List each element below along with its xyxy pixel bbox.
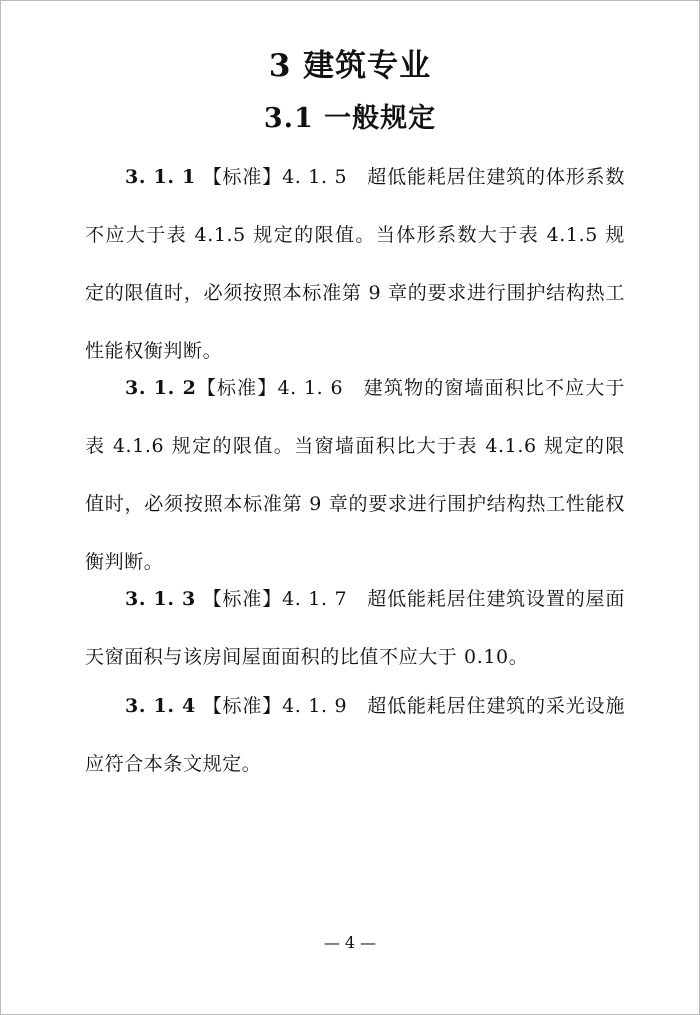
section-title: 3.1 一般规定 [263, 103, 437, 134]
clause-3-1-4 [85, 677, 625, 793]
clause-3-1-3 [85, 570, 625, 686]
clause-number: 3. 1. 2 [125, 377, 197, 399]
clause-text: 【标准】4. 1. 6 建筑物的窗墙面积比不应大于表 4.1.6 规定的限值。当窗墙面积比大于表 4.1.6 规定的限值时，必须按照本标准第 9 章的要求进行围护结构热工性能权衡判断。 [85, 377, 625, 573]
clause-number: 3. 1. 3 [125, 588, 196, 610]
clause-number: 3. 1. 4 [125, 695, 196, 717]
chapter-title: 3 建筑专业 [268, 48, 432, 84]
clause-text: 【标准】4. 1. 9 超低能耗居住建筑的采光设施应符合本条文规定。 [85, 695, 625, 775]
clause-3-1-1 [85, 148, 625, 380]
clause-number: 3. 1. 1 [125, 166, 196, 188]
clause-3-1-2 [85, 359, 625, 591]
clause-text: 【标准】4. 1. 5 超低能耗居住建筑的体形系数不应大于表 4.1.5 规定的限值。当体形系数大于表 4.1.5 规定的限值时，必须按照本标准第 9 章的要求进行围护结构热工性能权衡判断。 [85, 166, 625, 362]
clause-text: 【标准】4. 1. 7 超低能耗居住建筑设置的屋面天窗面积与该房间屋面面积的比值不应大于 0.10。 [85, 588, 625, 668]
page-number: — 4 — [323, 933, 377, 952]
